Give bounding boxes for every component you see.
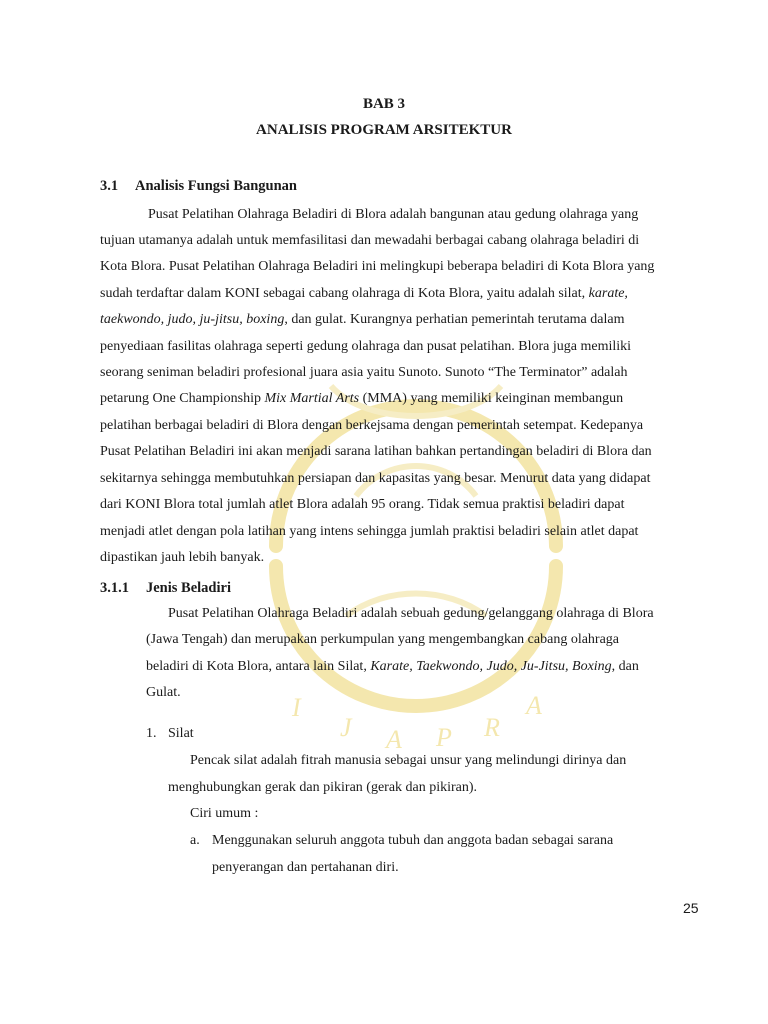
paragraph-line: beladiri di Kota Blora, antara lain Silat, Karate, Taekwondo, Judo, Ju-Jitsu, Boxing, dan: [146, 659, 639, 674]
section-number: 3.1.1: [100, 580, 129, 596]
list-item-label: Silat: [168, 726, 194, 741]
section-heading-3-1-1: [100, 580, 231, 597]
svg-text:R: R: [484, 713, 500, 742]
paragraph-line: dari KONI Blora total jumlah atlet Blora adalah 95 orang. Tidak semua praktisi beladiri dapat: [100, 497, 625, 512]
section-heading-3-1: [100, 178, 297, 195]
paragraph-line: sekitarnya sehingga membutuhkan persiapan dan kapasitas yang besar. Menurut data yang didapat: [100, 471, 651, 486]
chapter-label: BAB 3: [362, 96, 406, 112]
paragraph-line: Pencak silat adalah fitrah manusia sebagai unsur yang melindungi dirinya dan: [190, 753, 627, 768]
paragraph-line: menjadi atlet dengan pola latihan yang intens sehingga jumlah praktisi beladiri selain atlet dapat: [100, 524, 639, 539]
section-title: Jenis Beladiri: [146, 580, 231, 596]
paragraph-line: sudah terdaftar dalam KONI sebagai cabang olahraga di Kota Blora, yaitu adalah silat, karate,: [100, 286, 628, 301]
ciri-umum-label: Ciri umum :: [190, 806, 259, 821]
svg-text:A: A: [526, 691, 542, 720]
paragraph-line: Pusat Pelatihan Olahraga Beladiri di Blora adalah bangunan atau gedung olahraga yang: [148, 207, 639, 222]
section-number: 3.1: [100, 178, 119, 194]
chapter-title: ANALISIS PROGRAM ARSITEKTUR: [256, 122, 512, 138]
paragraph-line: petarung One Championship Mix Martial Arts (MMA) yang memiliki keinginan membangun: [100, 391, 624, 406]
paragraph-line: dipastikan jauh lebih banyak.: [100, 550, 265, 565]
paragraph-line: pelatihan berbagai beladiri di Blora dengan berkejsama dengan pemerintah setempat. Kedepanya: [100, 418, 644, 433]
paragraph-line: penyediaan fasilitas olahraga seperti gedung olahraga dan pusat pelatihan. Blora juga memiliki: [100, 339, 632, 354]
paragraph-line: seorang seniman beladiri profesional juara asia yaitu Sunoto. Sunoto “The Terminator” adalah: [100, 365, 628, 380]
svg-text:A: A: [386, 725, 402, 754]
paragraph-line: tujuan utamanya adalah untuk memfasilitasi dan mewadahi berbagai cabang olahraga beladiri di: [100, 233, 640, 248]
paragraph-line: Menggunakan seluruh anggota tubuh dan anggota badan sebagai sarana: [212, 833, 614, 848]
svg-text:P: P: [436, 723, 452, 752]
list-item-number: 1.: [146, 726, 157, 741]
svg-text:J: J: [340, 713, 352, 742]
paragraph-line: (Jawa Tengah) dan merupakan perkumpulan yang mengembangkan cabang olahraga: [146, 632, 620, 647]
paragraph-line: Kota Blora. Pusat Pelatihan Olahraga Beladiri ini melingkupi beberapa beladiri di Kota Blora yang: [100, 259, 655, 274]
section-title: Analisis Fungsi Bangunan: [135, 178, 297, 194]
paragraph-line: menghubungkan gerak dan pikiran (gerak dan pikiran).: [168, 780, 478, 795]
sub-list-letter: a.: [190, 833, 200, 848]
paragraph-line: Gulat.: [146, 685, 181, 700]
paragraph-line: Pusat Pelatihan Beladiri ini akan menjadi sarana latihan bahkan pertandingan beladiri di Blora dan: [100, 444, 652, 459]
page-number: 25: [683, 900, 699, 916]
svg-text:I: I: [292, 693, 301, 722]
paragraph-line: taekwondo, judo, ju-jitsu, boxing, dan gulat. Kurangnya perhatian pemerintah terutama dalam: [100, 312, 625, 327]
paragraph-line: Pusat Pelatihan Olahraga Beladiri adalah sebuah gedung/gelanggang olahraga di Blora: [168, 606, 654, 621]
paragraph-line: penyerangan dan pertahanan diri.: [212, 860, 399, 875]
